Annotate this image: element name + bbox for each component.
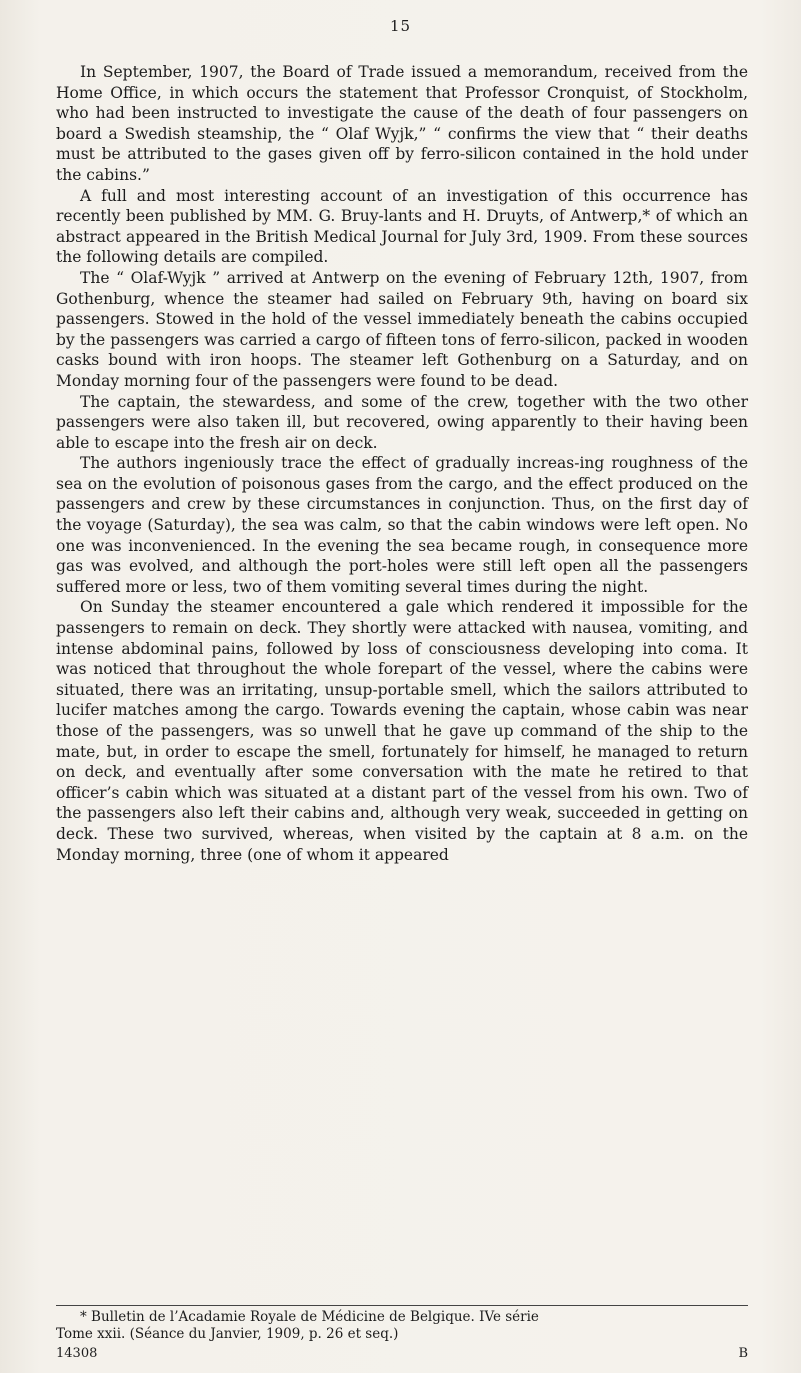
paragraph: The “ Olaf-Wyjk ” arrived at Antwerp on the evening of February 12th, 1907, from Gothenburg, whence the steamer had sailed on February 9th, having on board six passengers. Stowed in the hold of the vessel immediately beneath the cabins occupied by the passengers was carried a cargo of fifteen tons of ferro-silicon, packed in wooden casks bound with iron hoops. The steamer left Gothenburg on a Saturday, and on Monday morning four of the passengers were found to be dead. bbox=[56, 268, 748, 390]
signature-letter: B bbox=[738, 1346, 748, 1361]
signature-number: 14308 bbox=[56, 1346, 98, 1361]
body-text bbox=[56, 62, 748, 865]
page-number: 15 bbox=[389, 17, 412, 35]
paragraph: A full and most interesting account of an investigation of this occurrence has recently been published by MM. G. Bruy-lants and H. Druyts, of Antwerp,* of which an abstract appeared in the British Medical Journal for July 3rd, 1909. From these sources the following details are compiled. bbox=[56, 186, 748, 267]
paragraph: The authors ingeniously trace the effect of gradually increas-ing roughness of the sea on the evolution of poisonous gases from the cargo, and the effect produced on the passengers and crew by these circumstances in conjunction. Thus, on the first day of the voyage (Saturday), the sea was calm, so that the cabin windows were left open. No one was inconvenienced. In the evening the sea became rough, in consequence more gas was evolved, and although the port-holes were still left open all the passengers suffered more or less, two of them vomiting several times during the night. bbox=[56, 454, 748, 596]
footnote-line: * Bulletin de l’Acadamie Royale de Médicine de Belgique. IVe série bbox=[80, 1309, 539, 1325]
footnote-divider bbox=[56, 1305, 748, 1306]
paragraph: On Sunday the steamer encountered a gale which rendered it impossible for the passengers to remain on deck. They shortly were attacked with nausea, vomiting, and intense abdominal pains, followed by loss of consciousness developing into coma. It was noticed that throughout the whole forepart of the vessel, where the cabins were situated, there was an irritating, unsup-portable smell, which the sailors attributed to lucifer matches among the cargo. Towards evening the captain, whose cabin was near those of the passengers, was so unwell that he gave up command of the ship to the mate, but, in order to escape the smell, fortunately for himself, he managed to return on deck, and eventually after some conversation with the mate he retired to that officer’s cabin which was situated at a distant part of the vessel from his own. Two of the passengers also left their cabins and, although very weak, succeeded in getting on deck. These two survived, whereas, when visited by the captain at 8 a.m. on the Monday morning, three (one of whom it appeared bbox=[56, 598, 748, 864]
footnote bbox=[56, 1309, 748, 1343]
footnote-line: Tome xxii. (Séance du Janvier, 1909, p. 26 et seq.) bbox=[56, 1326, 399, 1342]
paragraph: The captain, the stewardess, and some of the crew, together with the two other passengers were also taken ill, but recovered, owing apparently to their having been able to escape into the fresh air on deck. bbox=[56, 392, 748, 452]
paragraph: In September, 1907, the Board of Trade issued a memorandum, received from the Home Office, in which occurs the statement that Professor Cronquist, of Stockholm, who had been instructed to investigate the cause of the death of four passengers on board a Swedish steamship, the “ Olaf Wyjk,” “ confirms the view that “ their deaths must be attributed to the gases given off by ferro-silicon contained in the hold under the cabins.” bbox=[56, 63, 748, 184]
